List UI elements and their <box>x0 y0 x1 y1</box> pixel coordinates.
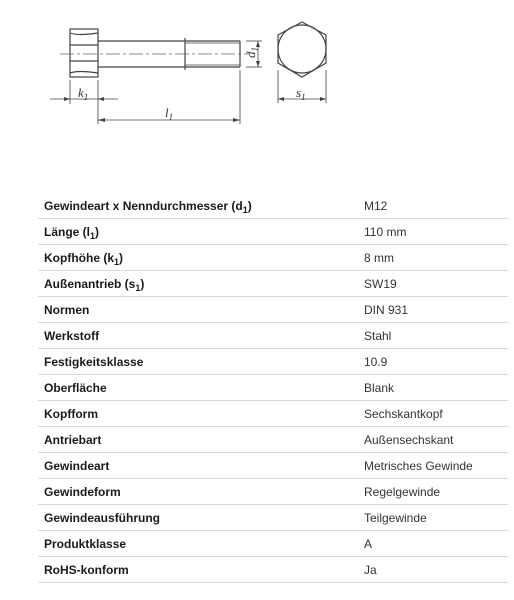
spec-value: M12 <box>358 193 508 219</box>
spec-key: Gewindeausführung <box>38 505 358 531</box>
spec-key: Antriebart <box>38 427 358 453</box>
spec-value: 110 mm <box>358 219 508 245</box>
spec-row-product-class <box>38 531 508 557</box>
spec-row-material <box>38 323 508 349</box>
spec-row-length <box>38 219 508 245</box>
spec-key: Gewindeform <box>38 479 358 505</box>
spec-value: DIN 931 <box>358 297 508 323</box>
spec-value: Metrisches Gewinde <box>358 453 508 479</box>
spec-row-thread-form <box>38 479 508 505</box>
spec-key: Normen <box>38 297 358 323</box>
spec-row-standard <box>38 297 508 323</box>
hex-head-end-view <box>278 22 326 77</box>
spec-row-drive-type <box>38 427 508 453</box>
s1-label: $s_1$ <box>296 85 306 102</box>
spec-value: Blank <box>358 375 508 401</box>
spec-key: Außenantrieb $(s_1)$ <box>38 271 358 297</box>
spec-key: Gewindeart <box>38 453 358 479</box>
spec-row-head-height <box>38 245 508 271</box>
bolt-technical-drawing <box>0 0 514 140</box>
spec-row-drive <box>38 271 508 297</box>
bolt-head-outline <box>70 29 98 77</box>
spec-value: Teilgewinde <box>358 505 508 531</box>
d1-label: $d_1$ <box>243 47 260 58</box>
spec-value: 8 mm <box>358 245 508 271</box>
spec-value: Außensechskant <box>358 427 508 453</box>
spec-value: A <box>358 531 508 557</box>
spec-row-strength-class <box>38 349 508 375</box>
spec-row-surface <box>38 375 508 401</box>
spec-key: RoHS-konform <box>38 557 358 583</box>
spec-row-rohs <box>38 557 508 583</box>
specification-table <box>38 193 508 583</box>
spec-row-thread-execution <box>38 505 508 531</box>
spec-value: Stahl <box>358 323 508 349</box>
spec-key: Länge $(l_1)$ <box>38 219 358 245</box>
spec-row-thread-diameter <box>38 193 508 219</box>
spec-value: Regelgewinde <box>358 479 508 505</box>
spec-value: Ja <box>358 557 508 583</box>
spec-value: Sechskantkopf <box>358 401 508 427</box>
spec-value: SW19 <box>358 271 508 297</box>
spec-row-head-form <box>38 401 508 427</box>
l1-label: $l_1$ <box>165 105 174 122</box>
spec-key: Festigkeitsklasse <box>38 349 358 375</box>
spec-key: Oberfläche <box>38 375 358 401</box>
spec-key: Werkstoff <box>38 323 358 349</box>
k1-label: $k_1$ <box>78 85 89 102</box>
spec-key: Gewindeart x Nenndurchmesser $(d_1)$ <box>38 193 358 219</box>
spec-key: Produktklasse <box>38 531 358 557</box>
spec-row-thread-type <box>38 453 508 479</box>
spec-key: Kopfhöhe $(k_1)$ <box>38 245 358 271</box>
spec-key: Kopfform <box>38 401 358 427</box>
spec-value: 10.9 <box>358 349 508 375</box>
